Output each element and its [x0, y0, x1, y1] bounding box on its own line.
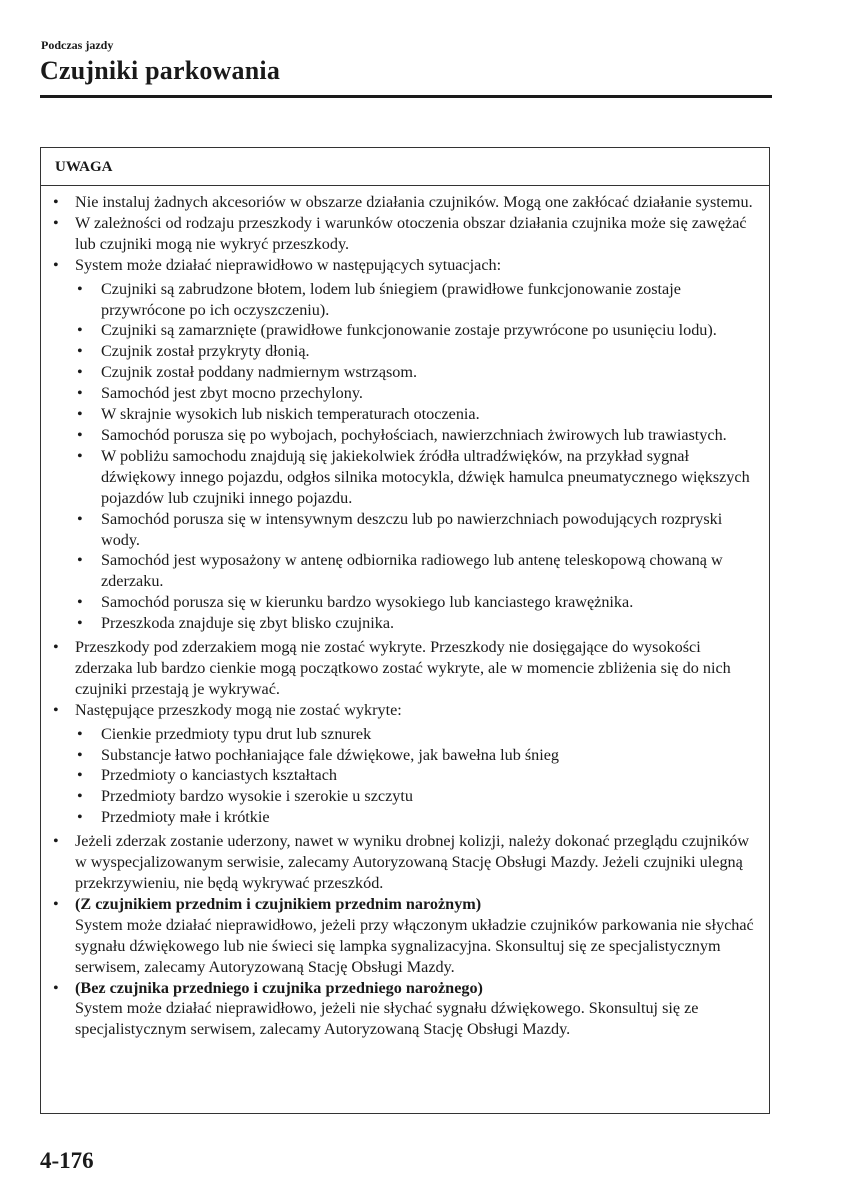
list-item: [53, 213, 759, 255]
sub-list-item: [77, 425, 759, 446]
sub-list-item-text: Przeszkoda znajduje się zbyt blisko czujnika.: [101, 614, 395, 633]
sub-list-item: [77, 341, 759, 362]
bullet-icon: •: [77, 279, 83, 298]
list-item: [53, 192, 759, 213]
bullet-icon: •: [53, 832, 59, 851]
bullet-icon: •: [53, 978, 59, 997]
bullet-icon: •: [77, 766, 83, 785]
sub-list-item-text: W pobliżu samochodu znajdują się jakiekolwiek źródła ultradźwięków, na przykład sygnał dźwiękowy innego pojazdu, odgłos silnika motocykla, dźwięk hamulca pneumatycznego większych pojazdów lub czujniki innego pojazdu.: [101, 446, 750, 507]
bullet-icon: •: [53, 255, 59, 274]
sub-list-item: [77, 724, 759, 745]
sub-list-item: [77, 745, 759, 766]
sub-list-item-text: Przedmioty bardzo wysokie i szerokie u szczytu: [101, 787, 413, 806]
sub-list-item: [77, 404, 759, 425]
caution-box: [40, 147, 770, 1114]
sub-list-item-text: Przedmioty małe i krótkie: [101, 808, 270, 827]
list-item-text: Następujące przeszkody mogą nie zostać wykryte:: [75, 700, 402, 719]
bullet-icon: •: [53, 638, 59, 657]
list-item: [53, 831, 759, 894]
sub-list-item-text: Samochód jest wyposażony w antenę odbiornika radiowego lub antenę teleskopową chowaną w zderzaku.: [101, 551, 723, 591]
sub-list-item: [77, 807, 759, 828]
sub-list: [77, 724, 759, 829]
list-item-text: W zależności od rodzaju przeszkody i warunków otoczenia obszar działania czujnika może się zawężać lub czujniki mogą nie wykryć przeszkody.: [75, 213, 747, 253]
list-item: [53, 978, 759, 1041]
bullet-icon: •: [77, 745, 83, 764]
sub-list-item-text: Przedmioty o kanciastych kształtach: [101, 766, 337, 785]
page-title: Czujniki parkowania: [40, 56, 281, 85]
sub-list-item: [77, 279, 759, 321]
sub-list-item-text: Czujniki są zamarznięte (prawidłowe funkcjonowanie zostaje przywrócone po usunięciu lodu).: [101, 321, 717, 340]
bullet-icon: •: [77, 425, 83, 444]
bullet-icon: •: [77, 342, 83, 361]
sub-list-item: [77, 383, 759, 404]
caution-list: [53, 192, 759, 1040]
sub-list-item: [77, 550, 759, 592]
bullet-icon: •: [77, 384, 83, 403]
bullet-icon: •: [77, 614, 83, 633]
list-item-text: System może działać nieprawidłowo, jeżeli nie słychać sygnału dźwiękowego. Skonsultuj się ze specjalistycznym serwisem, zalecamy Autoryzowaną Stację Obsługi Mazdy.: [75, 999, 699, 1039]
bullet-icon: •: [53, 700, 59, 719]
sub-list-item-text: Samochód porusza się po wybojach, pochyłościach, nawierzchniach żwirowych lub trawiastych.: [101, 425, 727, 444]
bullet-icon: •: [77, 724, 83, 743]
list-item-heading: (Bez czujnika przedniego i czujnika przedniego narożnego): [75, 978, 483, 997]
bullet-icon: •: [77, 787, 83, 806]
bullet-icon: •: [77, 509, 83, 528]
sub-list-item-text: Substancje łatwo pochłaniające fale dźwiękowe, jak bawełna lub śnieg: [101, 745, 560, 764]
bullet-icon: •: [53, 894, 59, 913]
list-item-text: Jeżeli zderzak zostanie uderzony, nawet w wyniku drobnej kolizji, należy dokonać przeglądu czujników w wyspecjalizowanym serwisie, zalecamy Autoryzowaną Stację Obsługi Mazdy. Jeżeli czujniki ulegną przekrzywieniu, nie będą wykrywać przeszkód.: [75, 832, 750, 892]
list-item-text: System może działać nieprawidłowo, jeżeli przy włączonym układzie czujników parkowania nie słychać sygnału dźwiękowego lub nie świeci się lampka sygnalizacyjna. Skonsultuj się ze specjalistycznym serwisem, zalecamy Autoryzowaną Stację Obsługi Mazdy.: [75, 915, 754, 976]
caution-body: [41, 186, 769, 1040]
sub-list-item-text: W skrajnie wysokich lub niskich temperaturach otoczenia.: [101, 405, 480, 424]
list-item-text: Przeszkody pod zderzakiem mogą nie zostać wykryte. Przeszkody nie dosięgające do wysokości zderzaka lub bardzo cienkie mogą początkowo zostać wykryte, ale w momencie zbliżenia się do nich czujniki przestają je wykrywać.: [75, 638, 731, 698]
list-item: [53, 255, 759, 634]
sub-list-item: [77, 592, 759, 613]
sub-list-item: [77, 362, 759, 383]
sub-list-item-text: Samochód jest zbyt mocno przechylony.: [101, 384, 363, 403]
caution-heading: UWAGA: [41, 148, 769, 186]
sub-list-item-text: Czujnik został przykryty dłonią.: [101, 342, 310, 361]
list-item-text: System może działać nieprawidłowo w następujących sytuacjach:: [75, 255, 502, 274]
list-item: [53, 894, 759, 978]
list-item-heading: (Z czujnikiem przednim i czujnikiem przednim narożnym): [75, 894, 482, 913]
bullet-icon: •: [77, 446, 83, 465]
list-item: [53, 700, 759, 828]
bullet-icon: •: [77, 593, 83, 612]
sub-list-item: [77, 765, 759, 786]
page-number: 4-176: [40, 1148, 94, 1173]
section-label: Podczas jazdy: [41, 38, 114, 52]
bullet-icon: •: [77, 551, 83, 570]
sub-list-item-text: Samochód porusza się w kierunku bardzo wysokiego lub kanciastego krawężnika.: [101, 593, 634, 612]
bullet-icon: •: [77, 363, 83, 382]
bullet-icon: •: [77, 808, 83, 827]
sub-list-item: [77, 320, 759, 341]
list-item: [53, 637, 759, 700]
sub-list-item: [77, 446, 759, 509]
bullet-icon: •: [53, 193, 59, 211]
sub-list-item-text: Cienkie przedmioty typu drut lub sznurek: [101, 724, 372, 743]
sub-list-item: [77, 613, 759, 634]
sub-list-item-text: Czujniki są zabrudzone błotem, lodem lub śniegiem (prawidłowe funkcjonowanie zostaje przywrócone po ich oczyszczeniu).: [101, 279, 681, 319]
sub-list: [77, 279, 759, 634]
sub-list-item-text: Samochód porusza się w intensywnym deszczu lub po nawierzchniach powodujących rozpryski wody.: [101, 509, 723, 549]
list-item-text: Nie instaluj żadnych akcesoriów w obszarze działania czujników. Mogą one zakłócać działanie systemu.: [75, 193, 753, 211]
title-rule: [40, 95, 772, 98]
sub-list-item-text: Czujnik został poddany nadmiernym wstrząsom.: [101, 363, 418, 382]
sub-list-item: [77, 509, 759, 551]
sub-list-item: [77, 786, 759, 807]
bullet-icon: •: [53, 213, 59, 232]
bullet-icon: •: [77, 321, 83, 340]
bullet-icon: •: [77, 405, 83, 424]
